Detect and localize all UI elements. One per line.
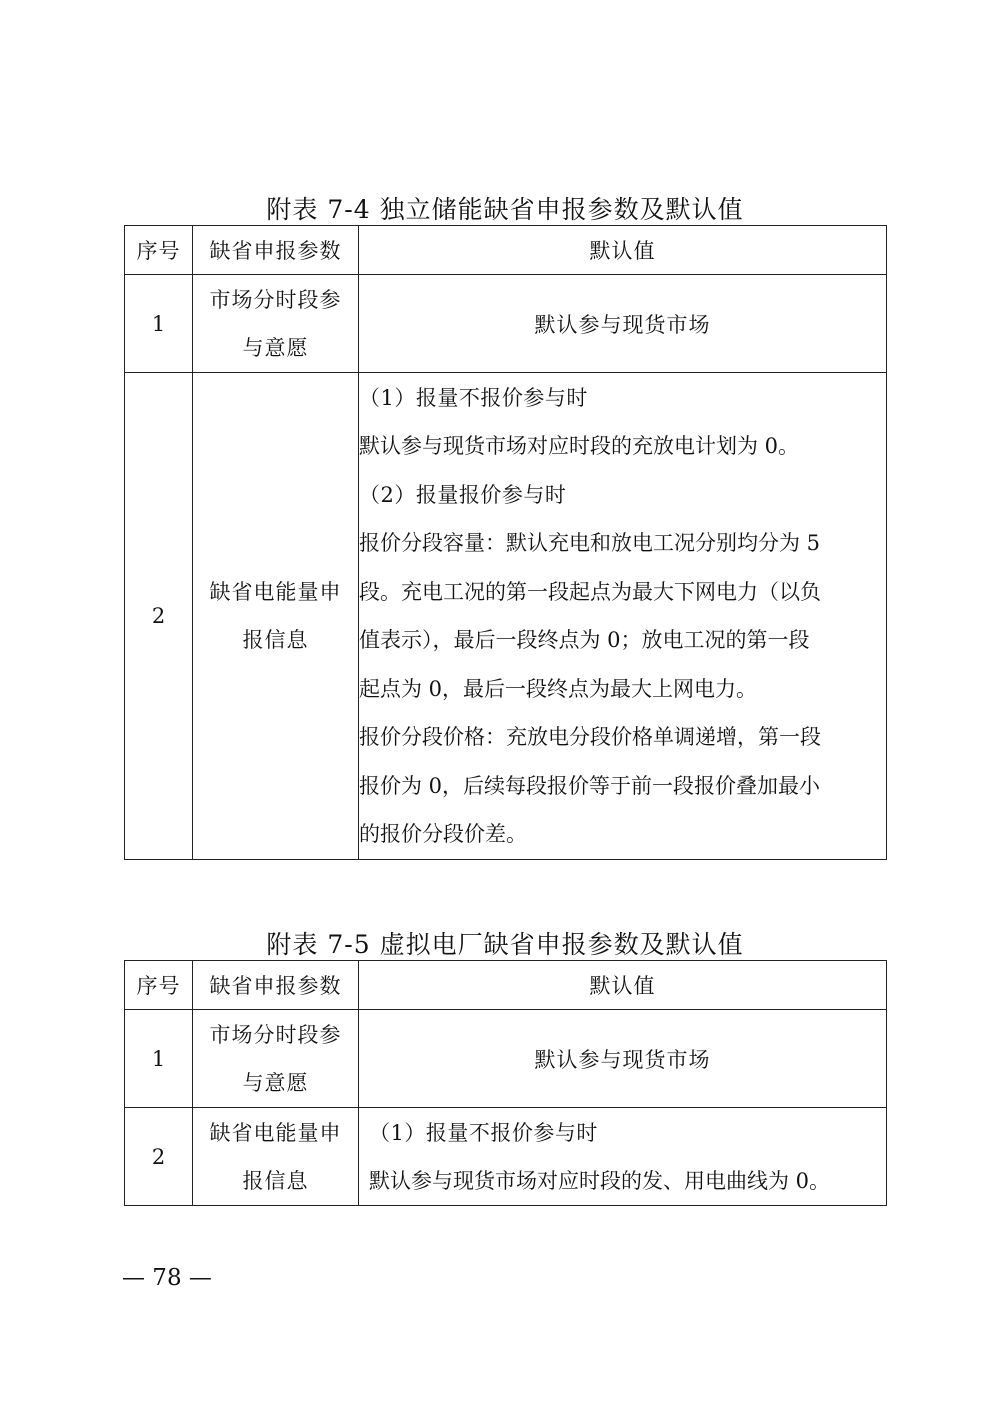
value-line: （2）报量报价参与时 [359,482,567,507]
table-row [125,275,887,373]
table-row [125,1010,887,1108]
default-values-table-storage [124,225,887,860]
value-line: 值表示），最后一段终点为 0；放电工况的第一段 [359,628,810,652]
row-param [193,1108,359,1206]
row-param [193,275,359,373]
table-title: 附表 7-4 独立储能缺省申报参数及默认值 [266,195,744,224]
param-line: 缺省电能量申 [209,1120,342,1145]
value-line: 默认参与现货市场对应时段的发、用电曲线为 0。 [369,1168,831,1193]
page-number: — 78 — [122,1265,212,1291]
value-line: 默认参与现货市场对应时段的充放电计划为 0。 [359,434,800,458]
header-serial: 序号 [125,226,193,275]
param-line: 市场分时段参 [209,1022,342,1047]
param-line: 报信息 [242,1168,309,1193]
row-default-value [359,1108,887,1206]
param-line: 与意愿 [242,1070,309,1095]
value-line: （1）报量不报价参与时 [359,385,588,410]
row-serial: 1 [125,1010,193,1108]
value-line: 报价分段容量：默认充电和放电工况分别均分为 5 [359,531,821,555]
header-param: 缺省申报参数 [193,961,359,1010]
param-line: 报信息 [242,628,309,652]
row-param [193,373,359,860]
row-serial: 2 [125,1108,193,1206]
table-header-row [125,961,887,1010]
table-title: 附表 7-5 虚拟电厂缺省申报参数及默认值 [266,930,744,959]
table-row [125,1108,887,1206]
table-header-row [125,226,887,275]
table-row [125,373,887,860]
row-default-value: 默认参与现货市场 [359,1010,887,1108]
value-line: 报价为 0，后续每段报价等于前一段报价叠加最小 [359,773,821,798]
param-line: 缺省电能量申 [209,580,342,604]
value-line: （1）报量不报价参与时 [369,1120,598,1145]
value-line: 的报价分段价差。 [359,822,527,846]
row-serial: 1 [125,275,193,373]
value-line: 起点为 0，最后一段终点为最大上网电力。 [359,676,758,701]
header-param: 缺省申报参数 [193,226,359,275]
header-default: 默认值 [359,226,887,275]
default-values-table-vpp [124,960,887,1206]
header-default: 默认值 [359,961,887,1010]
value-line: 段。充电工况的第一段起点为最大下网电力（以负 [359,579,821,604]
param-line: 与意愿 [242,335,309,360]
param-line: 市场分时段参 [209,287,342,312]
row-default-value: 默认参与现货市场 [359,275,887,373]
row-serial: 2 [125,373,193,860]
value-line: 报价分段价格：充放电分段价格单调递增，第一段 [359,725,821,749]
row-param [193,1010,359,1108]
row-default-value [359,373,887,860]
header-serial: 序号 [125,961,193,1010]
